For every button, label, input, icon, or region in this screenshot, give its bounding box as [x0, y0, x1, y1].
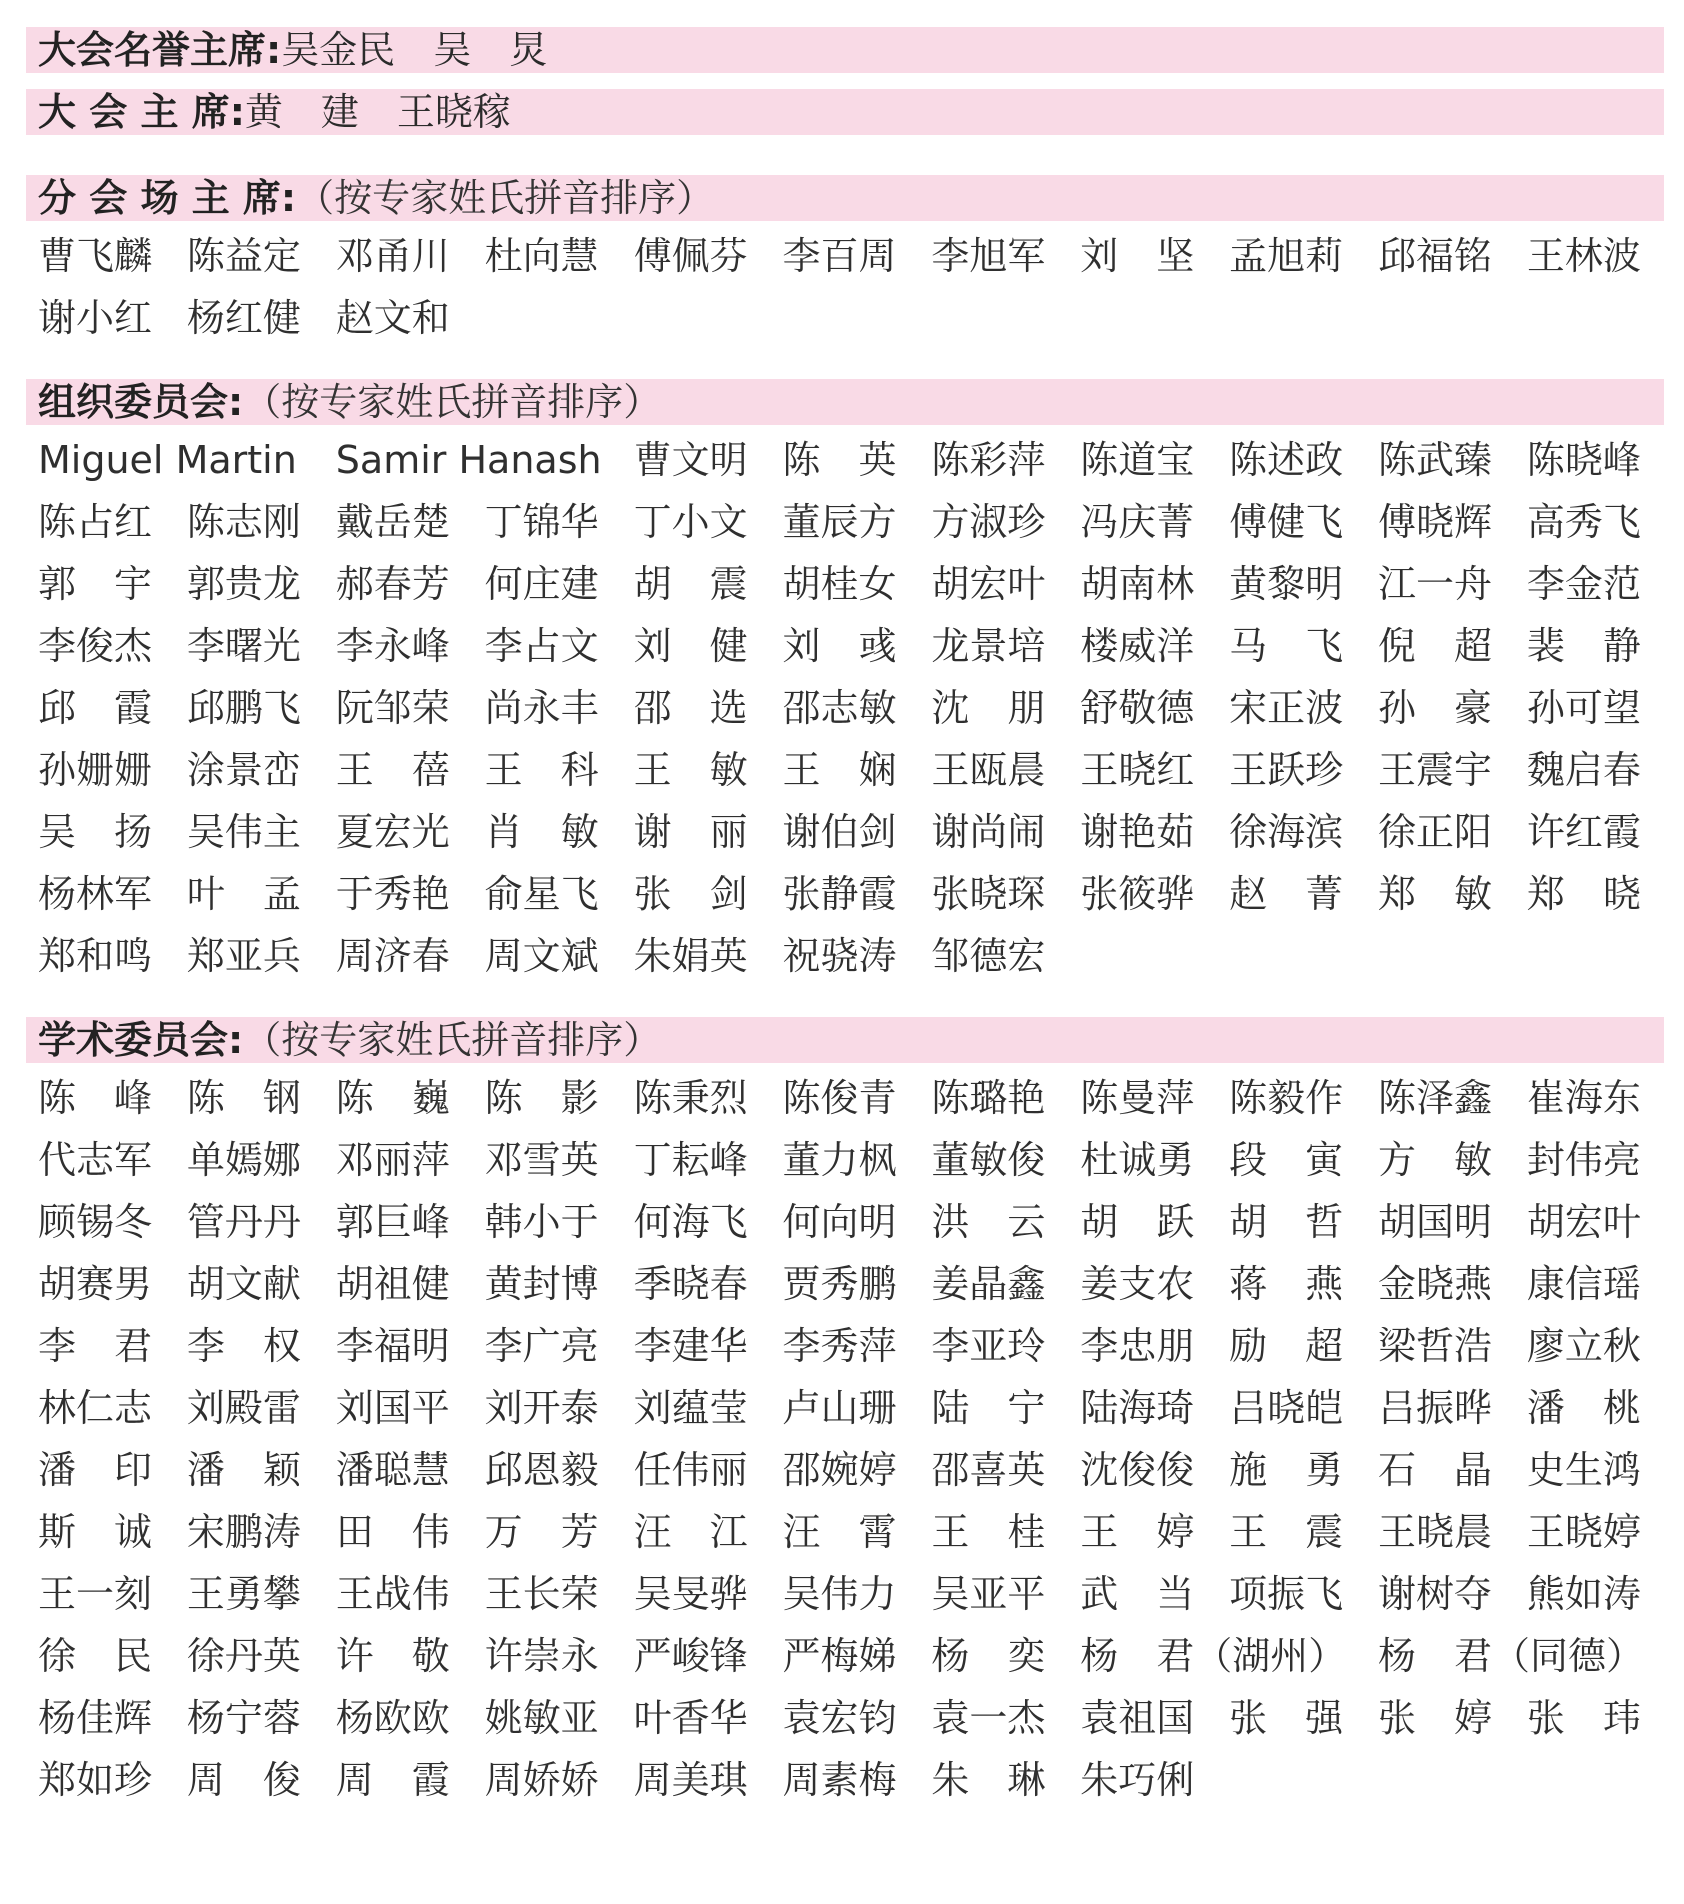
member-name: 郑和鸣	[38, 934, 153, 978]
member-name: 杨宁蓉	[186, 1696, 301, 1740]
member-name: 傅晓辉	[1378, 500, 1493, 544]
member-name: 陈 峰	[38, 1076, 153, 1120]
member-name: 方淑珍	[931, 500, 1046, 544]
member-name: 陈 英	[782, 438, 897, 482]
member-name: 吴伟主	[186, 810, 301, 854]
member-name: 邱鹏飞	[186, 686, 301, 730]
member-name: 杜诚勇	[1080, 1138, 1195, 1182]
member-name: 尚永丰	[484, 686, 599, 730]
member-name: 孙姗姗	[38, 748, 153, 792]
member-name: 刘 健	[633, 624, 748, 668]
member-name: 许红霞	[1526, 810, 1641, 854]
member-name: 李占文	[484, 624, 599, 668]
member-name: 周 霞	[335, 1758, 450, 1802]
member-name: 王战伟	[335, 1572, 450, 1616]
member-name: 谢 丽	[633, 810, 748, 854]
member-name: 谢伯剑	[782, 810, 897, 854]
member-name: 胡南林	[1080, 562, 1195, 606]
member-name: 季晓春	[633, 1262, 748, 1306]
academic-committee-label: 学术委员会:	[38, 1018, 244, 1062]
member-name: 李亚玲	[931, 1324, 1046, 1368]
member-name: 陆海琦	[1080, 1386, 1195, 1430]
academic-committee-header	[26, 1017, 1664, 1063]
member-name: 郭贵龙	[186, 562, 301, 606]
member-name: 韩小于	[484, 1200, 599, 1244]
member-name: 陈占红	[38, 500, 153, 544]
member-name: 王 震	[1229, 1510, 1344, 1554]
member-name: 邓甬川	[335, 234, 450, 278]
member-name: 倪 超	[1378, 624, 1493, 668]
member-name: 陈彩萍	[931, 438, 1046, 482]
member-name: 刘 坚	[1080, 234, 1195, 278]
member-name: 邵志敏	[782, 686, 897, 730]
member-name: 代志军	[38, 1138, 153, 1182]
member-name: 曹飞麟	[38, 234, 153, 278]
academic-committee-note: （按专家姓氏拼音排序）	[243, 1018, 662, 1062]
member-name: 王一刻	[38, 1572, 153, 1616]
member-name: 戴岳楚	[335, 500, 450, 544]
member-name: 谢尚闹	[931, 810, 1046, 854]
member-name: 李忠朋	[1080, 1324, 1195, 1368]
member-name: 张 玮	[1526, 1696, 1641, 1740]
member-name: 贾秀鹏	[782, 1262, 897, 1306]
member-name: 阮邹荣	[335, 686, 450, 730]
member-name: 朱娟英	[633, 934, 748, 978]
member-name: 胡宏叶	[931, 562, 1046, 606]
member-name: 胡宏叶	[1526, 1200, 1641, 1244]
member-name: 史生鸿	[1526, 1448, 1641, 1492]
member-name: 田 伟	[335, 1510, 450, 1554]
member-name: 邵 选	[633, 686, 748, 730]
member-name: 石 晶	[1378, 1448, 1493, 1492]
organizing-committee-label: 组织委员会:	[38, 380, 244, 424]
member-name: 许崇永	[484, 1634, 599, 1678]
member-name: 杨佳辉	[38, 1696, 153, 1740]
member-name: 陈 影	[484, 1076, 599, 1120]
member-name: 吕振晔	[1378, 1386, 1493, 1430]
member-name: 陈志刚	[186, 500, 301, 544]
member-name: 周素梅	[782, 1758, 897, 1802]
member-name: 陈晓峰	[1526, 438, 1641, 482]
member-name: 姜支农	[1080, 1262, 1195, 1306]
member-name: 杨 君（湖州）	[1080, 1634, 1347, 1678]
member-name: 董辰方	[782, 500, 897, 544]
member-name: 徐海滨	[1229, 810, 1344, 854]
member-name: 方 敏	[1378, 1138, 1493, 1182]
member-name: 龙景培	[931, 624, 1046, 668]
member-name: 潘 印	[38, 1448, 153, 1492]
member-name: 谢树夺	[1378, 1572, 1493, 1616]
member-name: 丁锦华	[484, 500, 599, 544]
member-name: 郭巨峰	[335, 1200, 450, 1244]
member-name: 涂景峦	[186, 748, 301, 792]
member-name: 王 娴	[782, 748, 897, 792]
member-name: 曹文明	[633, 438, 748, 482]
organizing-committee-header	[26, 379, 1664, 425]
member-name: 项振飞	[1229, 1572, 1344, 1616]
member-name: 励 超	[1229, 1324, 1344, 1368]
member-name: 顾锡冬	[38, 1200, 153, 1244]
member-name: 张静霞	[782, 872, 897, 916]
member-name: 丁耘峰	[633, 1138, 748, 1182]
member-name: 郭 宇	[38, 562, 153, 606]
member-name: 傅佩芬	[633, 234, 748, 278]
member-name: 袁宏钧	[782, 1696, 897, 1740]
member-name: 陈毅作	[1229, 1076, 1344, 1120]
member-name: 魏启春	[1526, 748, 1641, 792]
member-name: 宋正波	[1229, 686, 1344, 730]
member-name: 杨 君（同德）	[1378, 1634, 1645, 1678]
member-name: 李永峰	[335, 624, 450, 668]
honorary-chairs-names: 吴金民 吴 炅	[281, 28, 548, 72]
member-name: 孙 豪	[1378, 686, 1493, 730]
member-name: 刘开泰	[484, 1386, 599, 1430]
member-name: 周 俊	[186, 1758, 301, 1802]
member-name: 黄黎明	[1229, 562, 1344, 606]
member-name: 刘国平	[335, 1386, 450, 1430]
member-name: 吴伟力	[782, 1572, 897, 1616]
member-name: 李俊杰	[38, 624, 153, 668]
academic-committee-list	[26, 1063, 1664, 1811]
member-name: 王瓯晨	[931, 748, 1046, 792]
member-name: 胡文献	[186, 1262, 301, 1306]
member-name: 周美琪	[633, 1758, 748, 1802]
member-name: 朱 琳	[931, 1758, 1046, 1802]
honorary-chairs-label: 大会名誉主席:	[38, 28, 282, 72]
member-name: 陈璐艳	[931, 1076, 1046, 1120]
session-chairs-list	[26, 221, 1664, 349]
member-name: 周济春	[335, 934, 450, 978]
member-name: 刘殿雷	[186, 1386, 301, 1430]
member-name: 胡 震	[633, 562, 748, 606]
member-name: 陈益定	[186, 234, 301, 278]
member-name: 朱巧俐	[1080, 1758, 1195, 1802]
member-name: 高秀飞	[1526, 500, 1641, 544]
member-name: 王 科	[484, 748, 599, 792]
member-name: Samir Hanash	[335, 438, 602, 482]
member-name: 邵婉婷	[782, 1448, 897, 1492]
member-name: 祝骁涛	[782, 934, 897, 978]
member-name: 夏宏光	[335, 810, 450, 854]
session-chairs-note: （按专家姓氏拼音排序）	[296, 176, 715, 220]
member-name: 陈曼萍	[1080, 1076, 1195, 1120]
member-name: 崔海东	[1526, 1076, 1641, 1120]
member-name: 马 飞	[1229, 624, 1344, 668]
member-name: 汪 江	[633, 1510, 748, 1554]
member-name: 张 剑	[633, 872, 748, 916]
chairs-row	[26, 89, 1664, 135]
member-name: 李建华	[633, 1324, 748, 1368]
member-name: 邱福铭	[1378, 234, 1493, 278]
member-name: 杨红健	[186, 296, 301, 340]
member-name: 武 当	[1080, 1572, 1195, 1616]
member-name: 卢山珊	[782, 1386, 897, 1430]
member-name: 陈泽鑫	[1378, 1076, 1493, 1120]
member-name: 吴亚平	[931, 1572, 1046, 1616]
member-name: 王 蓓	[335, 748, 450, 792]
member-name: 陈 巍	[335, 1076, 450, 1120]
member-name: 胡 跃	[1080, 1200, 1195, 1244]
member-name: 潘 颖	[186, 1448, 301, 1492]
member-name: 胡国明	[1378, 1200, 1493, 1244]
member-name: 肖 敏	[484, 810, 599, 854]
member-name: 邵喜英	[931, 1448, 1046, 1492]
member-name: 杨林军	[38, 872, 153, 916]
member-name: 王勇攀	[186, 1572, 301, 1616]
member-name: 胡祖健	[335, 1262, 450, 1306]
member-name: 郑如珍	[38, 1758, 153, 1802]
member-name: 江一舟	[1378, 562, 1493, 606]
member-name: 傅健飞	[1229, 500, 1344, 544]
member-name: 郝春芳	[335, 562, 450, 606]
member-name: 李曙光	[186, 624, 301, 668]
member-name: 郑 敏	[1378, 872, 1493, 916]
member-name: 蒋 燕	[1229, 1262, 1344, 1306]
member-name: 梁哲浩	[1378, 1324, 1493, 1368]
member-name: 张 婷	[1378, 1696, 1493, 1740]
committee-page	[26, 27, 1664, 1811]
member-name: 潘 桃	[1526, 1386, 1641, 1430]
member-name: 张筱骅	[1080, 872, 1195, 916]
member-name: 金晓燕	[1378, 1262, 1493, 1306]
member-name: 郑亚兵	[186, 934, 301, 978]
chairs-label: 大 会 主 席:	[38, 90, 245, 134]
member-name: 胡 哲	[1229, 1200, 1344, 1244]
member-name: 王 敏	[633, 748, 748, 792]
member-name: 廖立秋	[1526, 1324, 1641, 1368]
member-name: 楼威洋	[1080, 624, 1195, 668]
member-name: 王 桂	[931, 1510, 1046, 1554]
member-name: 汪 霄	[782, 1510, 897, 1554]
member-name: 段 寅	[1229, 1138, 1344, 1182]
session-chairs-label: 分 会 场 主 席:	[38, 176, 297, 220]
member-name: 张 强	[1229, 1696, 1344, 1740]
member-name: 陈武臻	[1378, 438, 1493, 482]
member-name: 于秀艳	[335, 872, 450, 916]
member-name: 胡桂女	[782, 562, 897, 606]
member-name: 赵文和	[335, 296, 450, 340]
member-name: 万 芳	[484, 1510, 599, 1554]
member-name: 邱 霞	[38, 686, 153, 730]
organizing-committee-note: （按专家姓氏拼音排序）	[243, 380, 662, 424]
member-name: 董敏俊	[931, 1138, 1046, 1182]
member-name: 刘 彧	[782, 624, 897, 668]
member-name: 俞星飞	[484, 872, 599, 916]
member-name: 陈秉烈	[633, 1076, 748, 1120]
member-name: 徐丹英	[186, 1634, 301, 1678]
member-name: 王晓晨	[1378, 1510, 1493, 1554]
member-name: 林仁志	[38, 1386, 153, 1430]
member-name: 任伟丽	[633, 1448, 748, 1492]
member-name: 陆 宁	[931, 1386, 1046, 1430]
member-name: 李金范	[1526, 562, 1641, 606]
member-name: 邓丽萍	[335, 1138, 450, 1182]
member-name: 何向明	[782, 1200, 897, 1244]
member-name: 徐 民	[38, 1634, 153, 1678]
member-name: 张晓琛	[931, 872, 1046, 916]
member-name: 王晓婷	[1526, 1510, 1641, 1554]
member-name: 洪 云	[931, 1200, 1046, 1244]
member-name: 王跃珍	[1229, 748, 1344, 792]
member-name: 孟旭莉	[1229, 234, 1344, 278]
member-name: 斯 诚	[38, 1510, 153, 1554]
member-name: 邱恩毅	[484, 1448, 599, 1492]
member-name: 严峻锋	[633, 1634, 748, 1678]
member-name: 邓雪英	[484, 1138, 599, 1182]
member-name: 何海飞	[633, 1200, 748, 1244]
member-name: 李百周	[782, 234, 897, 278]
member-name: 陈俊青	[782, 1076, 897, 1120]
member-name: 孙可望	[1526, 686, 1641, 730]
member-name: 杜向慧	[484, 234, 599, 278]
member-name: 徐正阳	[1378, 810, 1493, 854]
member-name: 李 君	[38, 1324, 153, 1368]
member-name: 叶香华	[633, 1696, 748, 1740]
member-name: 管丹丹	[186, 1200, 301, 1244]
chairs-names: 黄 建 王晓稼	[244, 90, 511, 134]
member-name: 姜晶鑫	[931, 1262, 1046, 1306]
member-name: 袁一杰	[931, 1696, 1046, 1740]
member-name: 邹德宏	[931, 934, 1046, 978]
member-name: 封伟亮	[1526, 1138, 1641, 1182]
member-name: 刘蕴莹	[633, 1386, 748, 1430]
member-name: 许 敬	[335, 1634, 450, 1678]
member-name: 舒敬德	[1080, 686, 1195, 730]
member-name: 王震宇	[1378, 748, 1493, 792]
member-name: 叶 孟	[186, 872, 301, 916]
member-name: 李广亮	[484, 1324, 599, 1368]
member-name: 沈 朋	[931, 686, 1046, 730]
member-name: 黄封博	[484, 1262, 599, 1306]
member-name: 裴 静	[1526, 624, 1641, 668]
member-name: 王晓红	[1080, 748, 1195, 792]
member-name: 陈 钢	[186, 1076, 301, 1120]
member-name: 沈俊俊	[1080, 1448, 1195, 1492]
member-name: 宋鹏涛	[186, 1510, 301, 1554]
member-name: 李福明	[335, 1324, 450, 1368]
member-name: 谢小红	[38, 296, 153, 340]
member-name: 周娇娇	[484, 1758, 599, 1802]
member-name: 严梅娣	[782, 1634, 897, 1678]
member-name: 王 婷	[1080, 1510, 1195, 1554]
member-name: 王林波	[1526, 234, 1641, 278]
member-name: 何庄建	[484, 562, 599, 606]
member-name: Miguel Martin	[38, 438, 297, 482]
member-name: 李旭军	[931, 234, 1046, 278]
member-name: 姚敏亚	[484, 1696, 599, 1740]
member-name: 冯庆菁	[1080, 500, 1195, 544]
session-chairs-header	[26, 175, 1664, 221]
member-name: 熊如涛	[1526, 1572, 1641, 1616]
member-name: 董力枫	[782, 1138, 897, 1182]
member-name: 杨 奕	[931, 1634, 1046, 1678]
member-name: 吴 扬	[38, 810, 153, 854]
member-name: 周文斌	[484, 934, 599, 978]
member-name: 赵 菁	[1229, 872, 1344, 916]
member-name: 单嫣娜	[186, 1138, 301, 1182]
organizing-committee-list	[26, 425, 1664, 987]
member-name: 陈述政	[1229, 438, 1344, 482]
member-name: 丁小文	[633, 500, 748, 544]
member-name: 吕晓皑	[1229, 1386, 1344, 1430]
member-name: 胡赛男	[38, 1262, 153, 1306]
honorary-chairs-row	[26, 27, 1664, 73]
member-name: 潘聪慧	[335, 1448, 450, 1492]
member-name: 杨欧欧	[335, 1696, 450, 1740]
member-name: 郑 晓	[1526, 872, 1641, 916]
member-name: 王长荣	[484, 1572, 599, 1616]
member-name: 吴旻骅	[633, 1572, 748, 1616]
member-name: 陈道宝	[1080, 438, 1195, 482]
member-name: 李秀萍	[782, 1324, 897, 1368]
member-name: 谢艳茹	[1080, 810, 1195, 854]
member-name: 施 勇	[1229, 1448, 1344, 1492]
member-name: 康信瑶	[1526, 1262, 1641, 1306]
member-name: 袁祖国	[1080, 1696, 1195, 1740]
member-name: 李 权	[186, 1324, 301, 1368]
